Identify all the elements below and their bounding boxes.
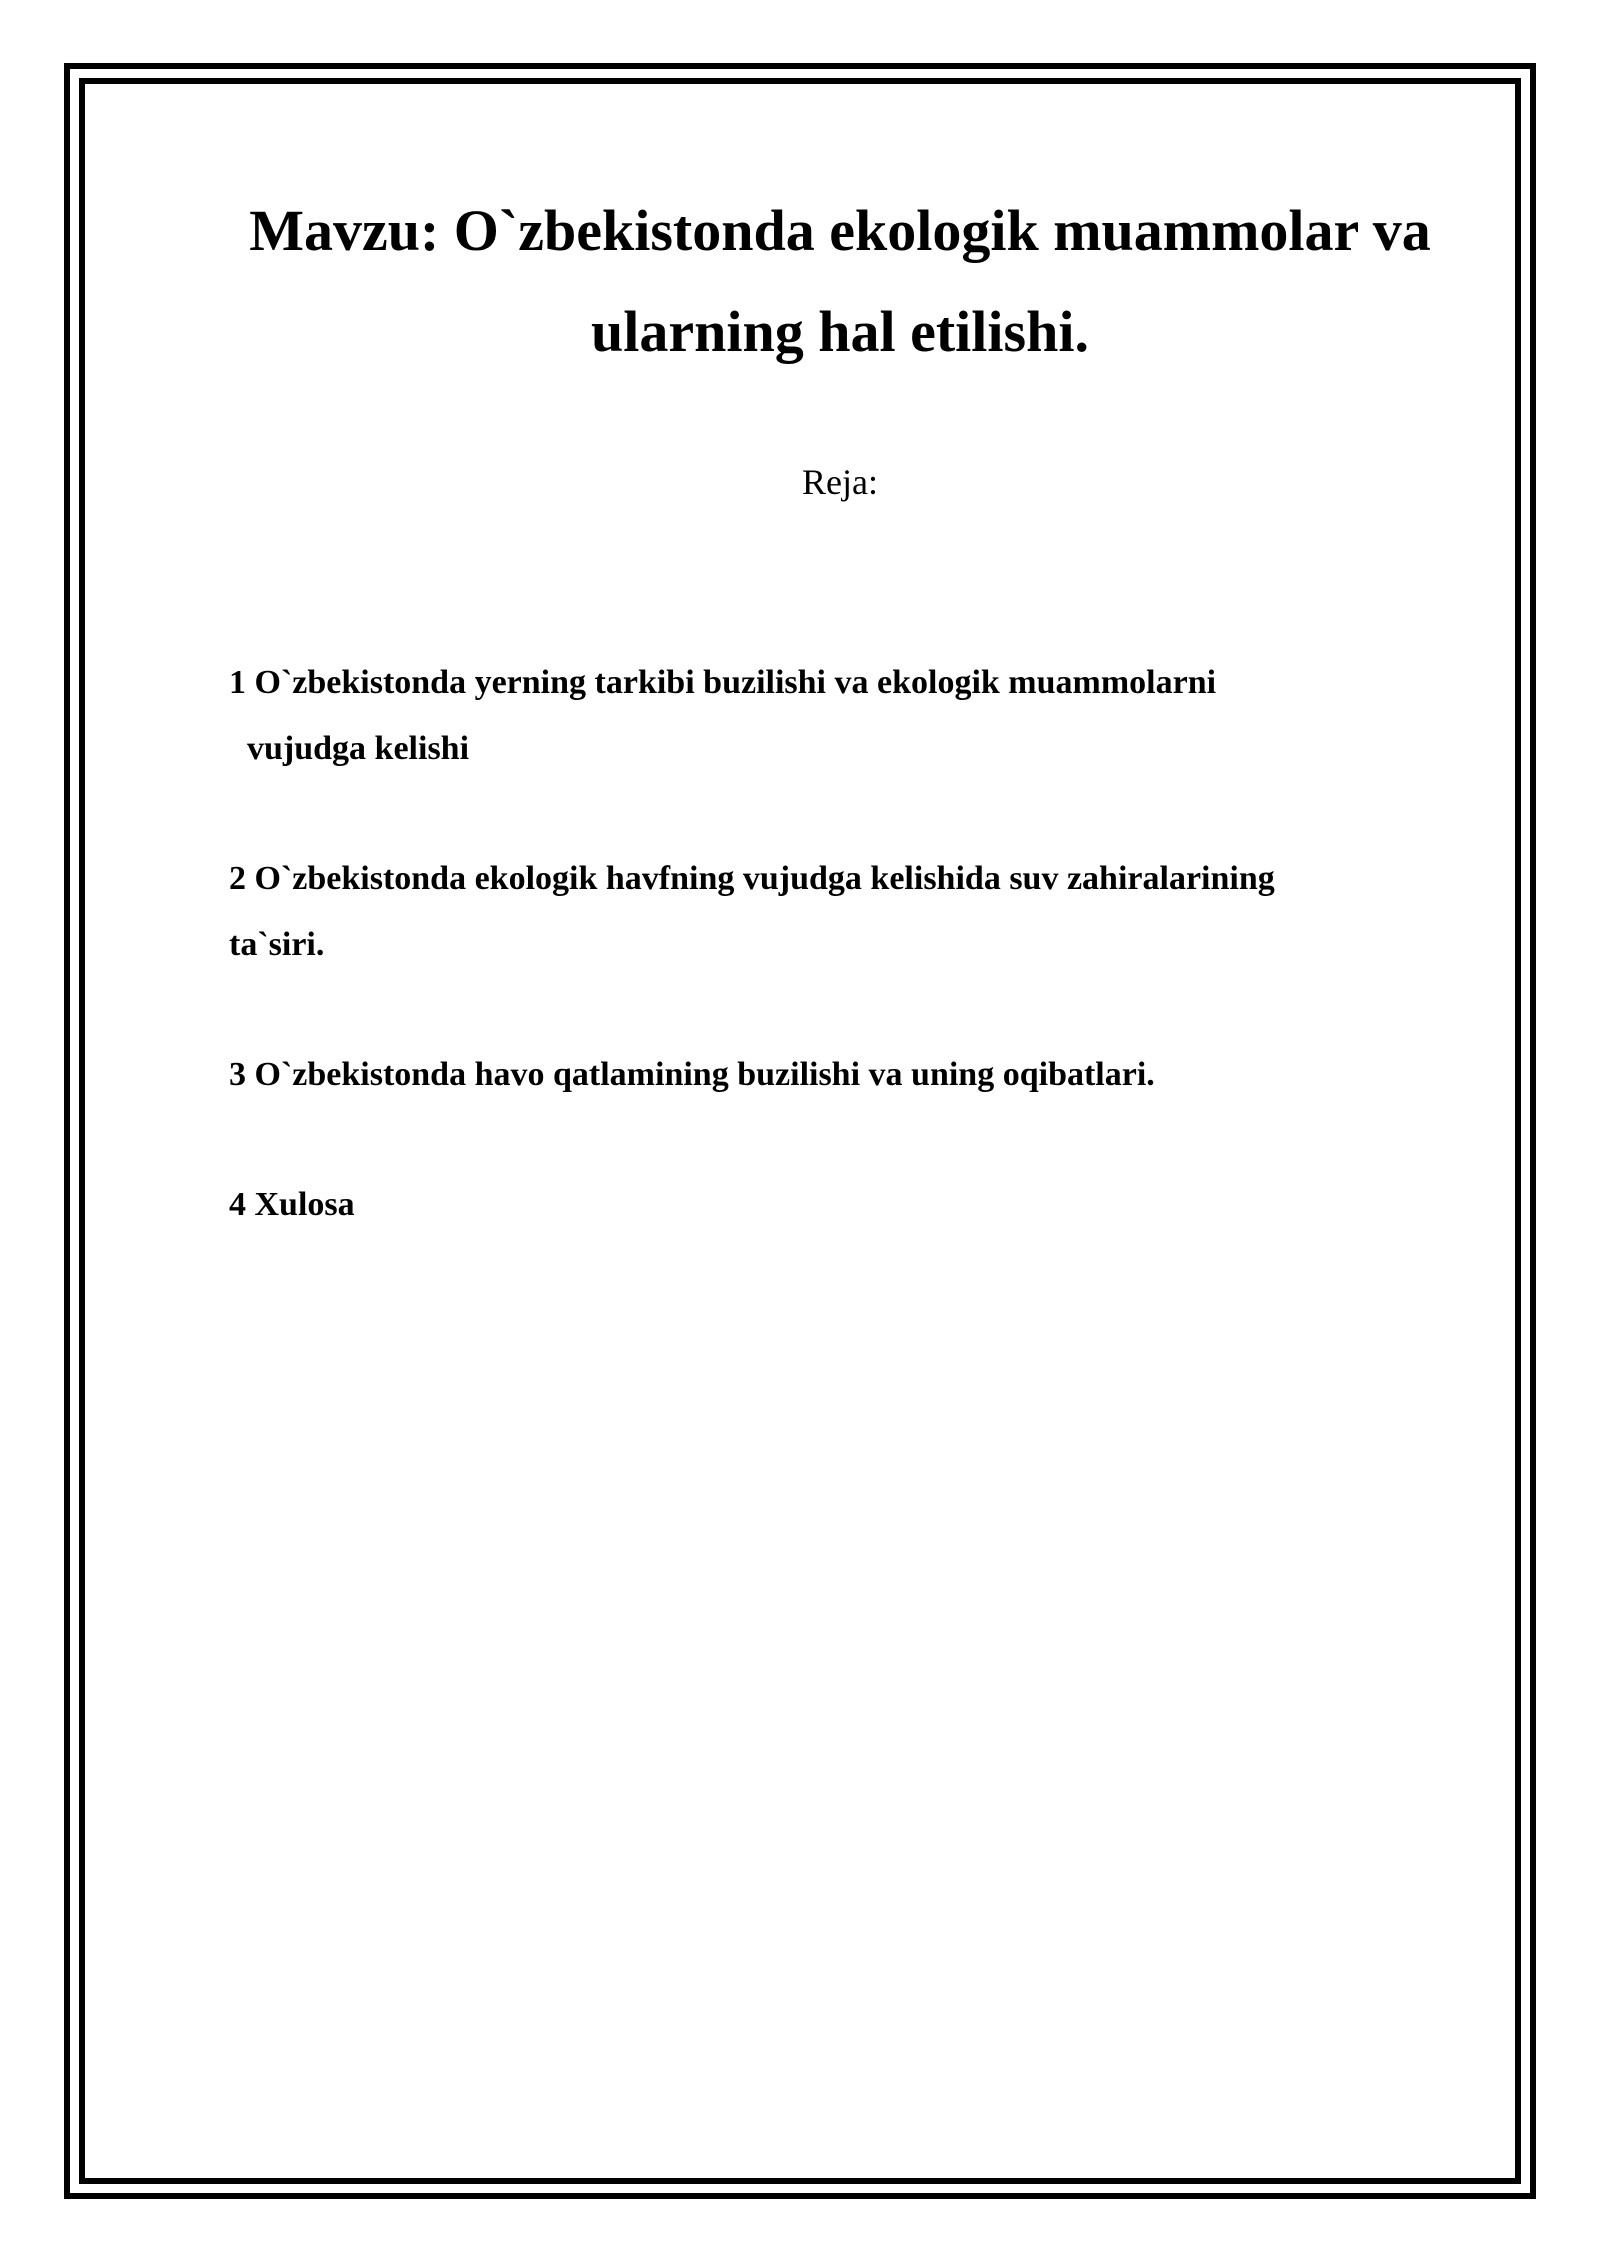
- plan-item-4-line-1: 4 Xulosa: [229, 1186, 355, 1223]
- plan-heading: Reja:: [802, 462, 878, 502]
- plan-list: [229, 650, 1409, 1238]
- plan-item-4: [229, 1172, 1409, 1238]
- plan-item-1-line-1: 1 O`zbekistonda yerning tarkibi buzilishi va ekologik muammolarni: [229, 664, 1217, 701]
- plan-item-2-line-2: ta`siri.: [229, 926, 325, 963]
- document-title-line-1: Mavzu: O`zbekistonda ekologik muammolar va: [249, 198, 1431, 263]
- plan-item-2: [229, 846, 1409, 978]
- plan-item-2-line-1: 2 O`zbekistonda ekologik havfning vujudga kelishida suv zahiralarining: [229, 860, 1275, 897]
- plan-item-3: [229, 1042, 1409, 1108]
- plan-item-1-line-2: vujudga kelishi: [247, 730, 470, 767]
- document-title: [210, 180, 1470, 382]
- plan-item-3-line-1: 3 O`zbekistonda havo qatlamining buzilishi va uning oqibatlari.: [229, 1056, 1155, 1093]
- document-title-line-2: ularning hal etilishi.: [591, 299, 1089, 364]
- plan-item-1: [229, 650, 1409, 782]
